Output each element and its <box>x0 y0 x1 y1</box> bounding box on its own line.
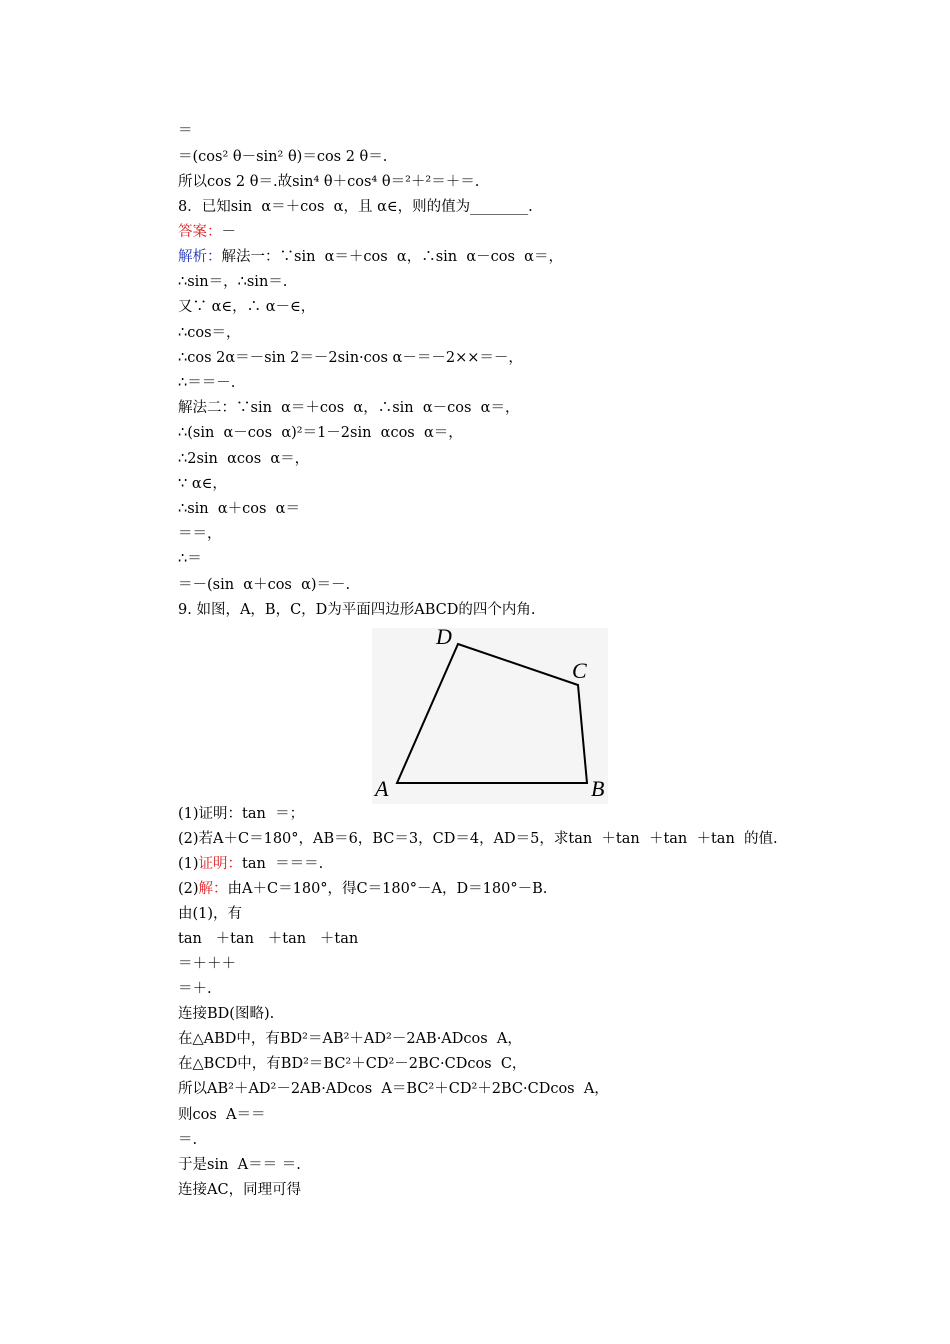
text-line: 连接BD(图略). <box>178 1006 275 1022</box>
analysis-value: 解法一：∵sin α＝＋cos α，∴sin α－cos α＝， <box>221 249 563 265</box>
answer-value: － <box>221 224 236 240</box>
vertex-label-c: C <box>572 658 587 683</box>
text-line: ＝＋. <box>178 981 212 997</box>
analysis-line <box>178 248 563 266</box>
vertex-label-b: B <box>591 776 605 801</box>
text-line: ＝ <box>178 123 193 139</box>
proof-value: tan ＝＝＝. <box>242 856 324 872</box>
text-line: ＝. <box>178 1132 198 1148</box>
text-line: 又∵ α∈，∴ α－∈， <box>178 299 316 315</box>
text-line: 所以cos 2 θ＝.故sin⁴ θ＋cos⁴ θ＝²＋²＝＋＝. <box>178 174 480 190</box>
text-line: ＝＋＋＋ <box>178 956 236 972</box>
text-line: ∴2sin αcos α＝， <box>178 451 310 467</box>
answer-line <box>178 223 236 241</box>
text-line: ＝－(sin α＋cos α)＝－. <box>178 577 351 593</box>
solution-value: 由A＋C＝180°，得C＝180°－A，D＝180°－B. <box>227 881 548 897</box>
text-line: ∴＝ <box>178 551 202 567</box>
text-line: 解法二：∵sin α＝＋cos α，∴sin α－cos α＝， <box>178 400 520 416</box>
text-line: 所以AB²＋AD²－2AB·ADcos A＝BC²＋CD²＋2BC·CDcos A， <box>178 1081 609 1097</box>
quadrilateral-figure <box>372 628 608 804</box>
question-9: 9. 如图，A，B，C，D为平面四边形ABCD的四个内角. <box>178 602 536 618</box>
solution-prefix: (2) <box>178 881 199 897</box>
text-line: ∴(sin α－cos α)²＝1－2sin αcos α＝， <box>178 425 463 441</box>
text-line: 在△BCD中，有BD²＝BC²＋CD²－2BC·CDcos C， <box>178 1056 527 1072</box>
quadrilateral-abcd <box>397 644 587 783</box>
text-line: ∴cos＝， <box>178 325 241 341</box>
solution-label: 解： <box>198 881 228 897</box>
answer-label: 答案： <box>178 224 222 240</box>
text-line: (2)若A＋C＝180°，AB＝6，BC＝3，CD＝4，AD＝5，求tan ＋tan ＋tan ＋tan 的值. <box>178 831 778 847</box>
text-line: ＝＝， <box>178 526 222 542</box>
text-line: ∴sin α＋cos α＝ <box>178 501 300 517</box>
text-line: ∴＝＝－. <box>178 375 236 391</box>
text-line: ∴cos 2α＝－sin 2＝－2sin·cos α－＝－2××＝－， <box>178 350 523 366</box>
text-line: ＝(cos² θ－sin² θ)＝cos 2 θ＝. <box>178 149 388 165</box>
text-line: 于是sin A＝＝ ＝. <box>178 1157 301 1173</box>
text-line: 在△ABD中，有BD²＝AB²＋AD²－2AB·ADcos A， <box>178 1031 522 1047</box>
analysis-label: 解析： <box>178 249 222 265</box>
text-line: 由(1)，有 <box>178 906 243 922</box>
proof-label: 证明： <box>198 856 243 872</box>
vertex-label-d: D <box>436 628 452 649</box>
text-line: ∴sin＝，∴sin＝. <box>178 274 288 290</box>
vertex-label-a: A <box>375 776 389 801</box>
solution-line <box>178 880 547 898</box>
text-line: 则cos A＝＝ <box>178 1107 266 1123</box>
proof-line <box>178 855 323 873</box>
quadrilateral-diagram <box>372 628 608 804</box>
text-line: (1)证明：tan ＝； <box>178 806 305 822</box>
text-line: tan ＋tan ＋tan ＋tan <box>178 931 359 947</box>
question-8: 8．已知sin α＝＋cos α，且 α∈，则的值为________. <box>178 199 533 215</box>
proof-prefix: (1) <box>178 856 199 872</box>
text-line: ∵ α∈， <box>178 476 227 492</box>
text-line: 连接AC，同理可得 <box>178 1182 302 1198</box>
